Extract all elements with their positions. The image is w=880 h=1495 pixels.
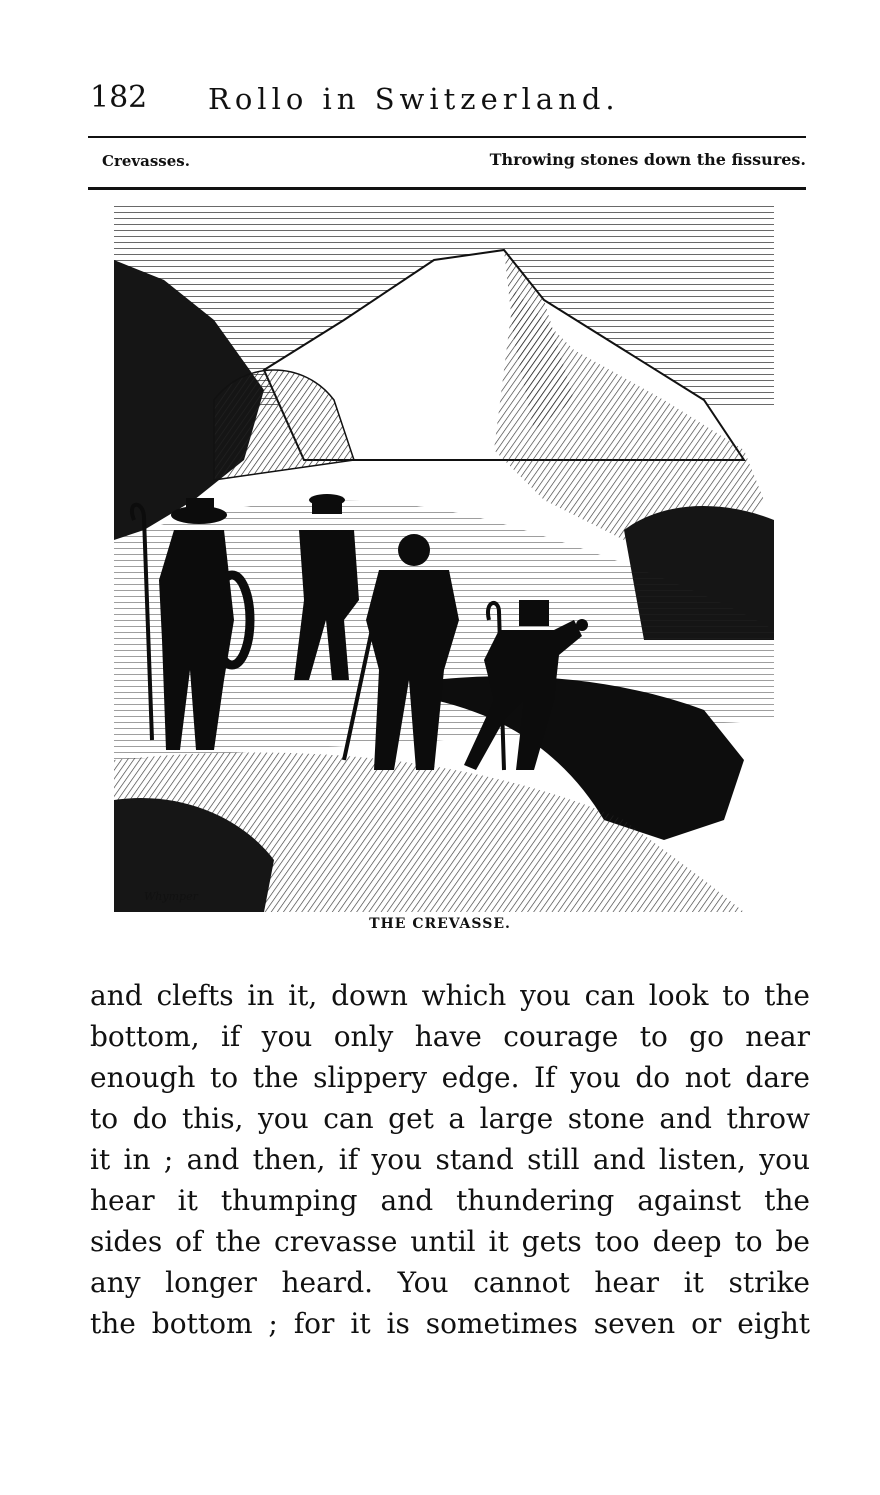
running-title: Rollo in Switzerland. bbox=[208, 82, 620, 116]
text-line: any longer heard. You cannot hear it strike bbox=[90, 1266, 810, 1299]
sidenote-left: Crevasses. bbox=[102, 152, 190, 170]
text-line: sides of the crevasse until it gets too deep to be bbox=[90, 1225, 810, 1258]
crevasse-engraving bbox=[104, 200, 780, 912]
page-header bbox=[90, 80, 810, 120]
text-line: it in ; and then, if you stand still and listen, you bbox=[90, 1143, 810, 1176]
header-rule-top bbox=[88, 136, 806, 138]
body-text bbox=[90, 975, 810, 1344]
page-number: 182 bbox=[90, 80, 148, 115]
sidenote-right: Throwing stones down the fissures. bbox=[489, 150, 806, 169]
figure-caption: THE CREVASSE. bbox=[369, 916, 511, 932]
text-line: enough to the slippery edge. If you do not dare bbox=[90, 1061, 810, 1094]
text-line: hear it thumping and thundering against the bbox=[90, 1184, 810, 1217]
text-line: bottom, if you only have courage to go near bbox=[90, 1020, 810, 1053]
text-line: and clefts in it, down which you can look to the bbox=[90, 979, 810, 1012]
text-line: the bottom ; for it is sometimes seven or eight bbox=[90, 1307, 810, 1340]
engraver-signature: Whymper bbox=[144, 890, 198, 903]
text-line: to do this, you can get a large stone and throw bbox=[90, 1102, 810, 1135]
header-rule-bottom bbox=[88, 187, 806, 190]
